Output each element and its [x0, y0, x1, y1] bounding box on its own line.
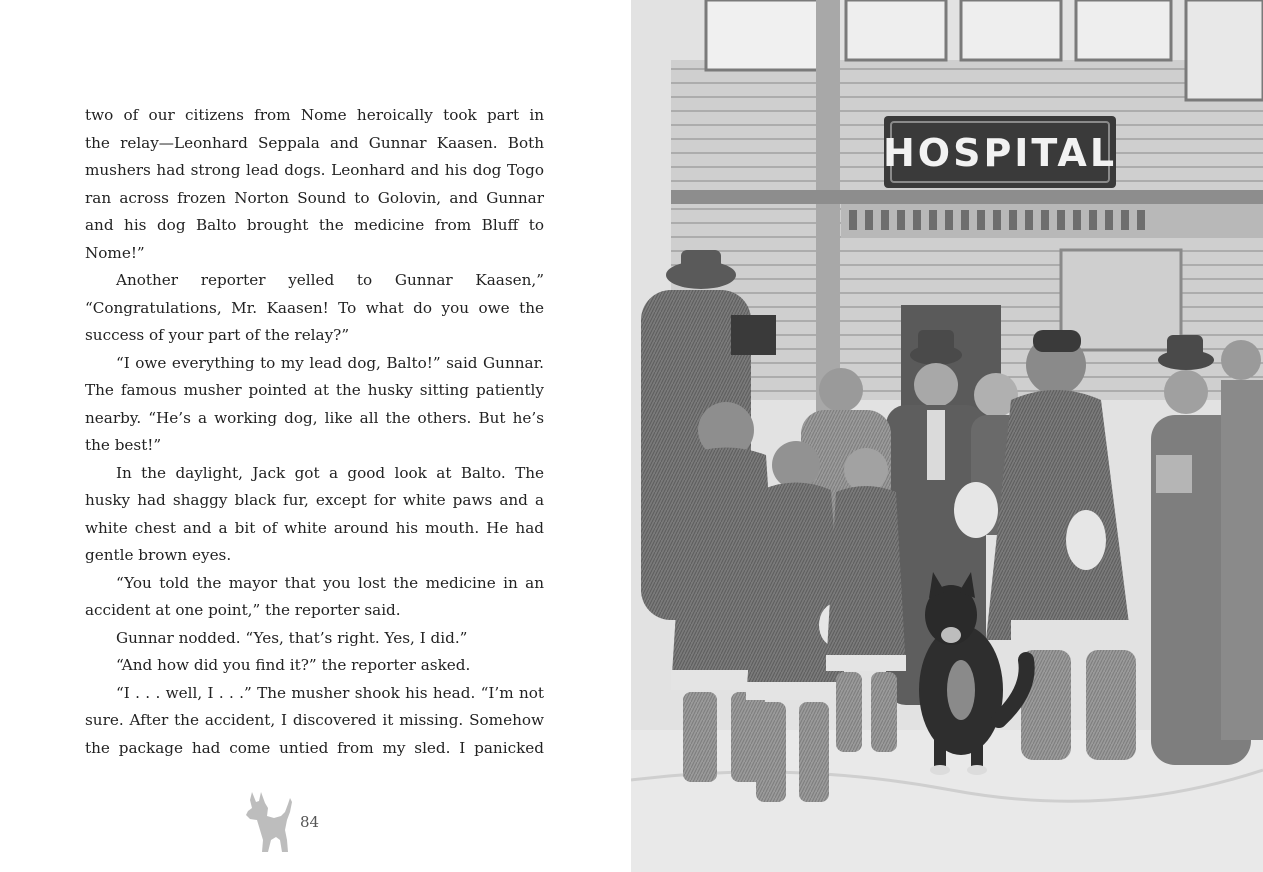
text-line: sure. After the accident, I discovered it missing. Somehow [85, 711, 544, 729]
folio [244, 790, 364, 854]
text-line: nearby. “He’s a working dog, like all the others. But he’s [85, 408, 544, 427]
text-line: Nome!” [85, 243, 145, 262]
text-line: “I owe everything to my lead dog, Balto!” said Gunnar. [116, 353, 544, 372]
text-line: “I . . . well, I . . .” The musher shook his head. “I’m not [116, 683, 544, 702]
hospital-illustration [631, 0, 1263, 872]
text-line: “You told the mayor that you lost the medicine in an [116, 573, 544, 592]
text-line: success of your part of the relay?” [85, 326, 350, 344]
text-page [0, 0, 631, 872]
illustration-canvas [631, 0, 1263, 872]
text-line: mushers had strong lead dogs. Leonhard and his dog Togo [85, 161, 544, 179]
text-line: The famous musher pointed at the husky sitting patiently [85, 381, 544, 399]
text-line: two of our citizens from Nome heroically took part in [85, 106, 544, 124]
text-line: the best!” [85, 436, 162, 454]
text-line: In the daylight, Jack got a good look at Balto. The [116, 463, 544, 482]
page-number: 84 [300, 813, 320, 831]
text-line: and his dog Balto brought the medicine from Bluff to [85, 216, 544, 234]
body-text [85, 102, 544, 762]
text-line: “Congratulations, Mr. Kaasen! To what do you owe the [85, 298, 544, 317]
hospital-sign-text: HOSPITAL [882, 131, 1118, 175]
text-line: accident at one point,” the reporter said. [85, 601, 401, 619]
text-line: gentle brown eyes. [85, 546, 232, 564]
text-line: Another reporter yelled to Gunnar Kaasen,” [116, 271, 544, 289]
text-line: ran across frozen Norton Sound to Golovin, and Gunnar [85, 188, 544, 207]
text-line: the relay—Leonhard Seppala and Gunnar Kaasen. Both [85, 133, 544, 152]
text-line: white chest and a bit of white around his mouth. He had [85, 518, 544, 537]
text-line: “And how did you find it?” the reporter asked. [116, 656, 471, 674]
text-line: the package had come untied from my sled. I panicked [85, 738, 544, 757]
text-line: husky had shaggy black fur, except for white paws and a [85, 491, 544, 509]
text-line: Gunnar nodded. “Yes, that’s right. Yes, I did.” [116, 628, 468, 647]
husky-silhouette-icon [244, 790, 294, 854]
